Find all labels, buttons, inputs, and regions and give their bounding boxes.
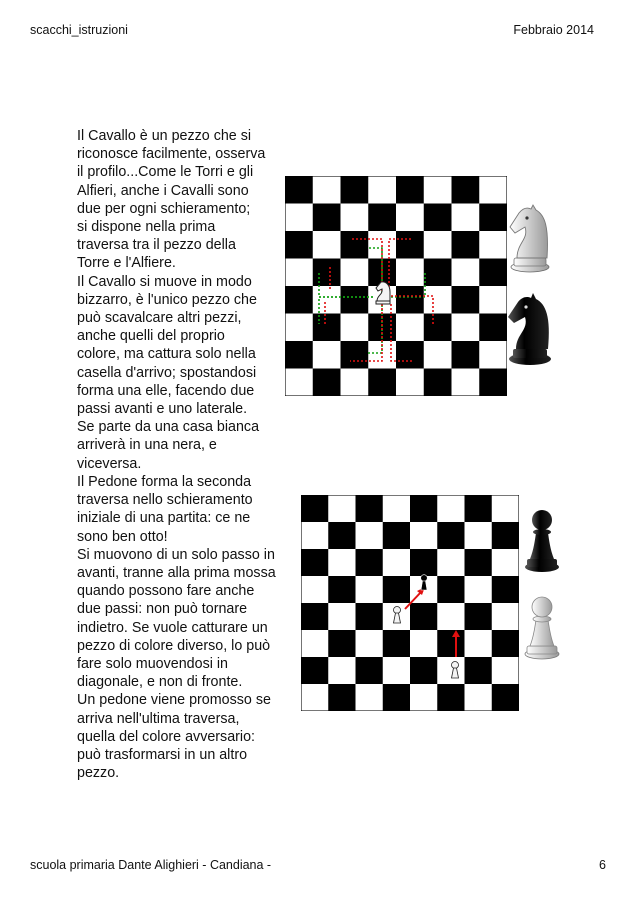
knight-paragraph (77, 127, 292, 473)
text-line: pezzo. (77, 765, 120, 782)
footer-school: scuola primaria Dante Alighieri - Candiana - (30, 858, 272, 872)
text-line: anche quelli del proprio (77, 328, 225, 345)
pawn-capture-arrow (405, 591, 422, 609)
knight-move-red (391, 296, 433, 326)
text-line: si dispone nella prima (77, 219, 216, 236)
white-knight-icon (507, 203, 553, 273)
white-pawn-icon (452, 662, 459, 679)
footer-page-number: 6 (599, 858, 606, 872)
text-line: può trasformarsi in un altro (77, 747, 248, 764)
pawn-paragraph (77, 473, 292, 782)
text-line: Un pedone viene promosso se (77, 692, 271, 709)
text-line: fare solo muovendosi in (77, 656, 228, 673)
black-pawn-icon (421, 575, 428, 590)
knight-move-green (319, 271, 373, 297)
knight-move-red (389, 239, 411, 291)
text-line: casella d'arrivo; spostandosi (77, 364, 257, 381)
text-line: indietro. Se vuole catturare un (77, 619, 268, 636)
knight-move-red (350, 239, 382, 291)
text-line: avanti, tranne alla prima mossa (77, 565, 276, 582)
text-line: quella del colore avversario: (77, 728, 256, 745)
header-date: Febbraio 2014 (513, 23, 594, 37)
text-line: passi avanti e uno laterale. (77, 401, 248, 418)
text-line: bizzarro, è l'unico pezzo che (77, 291, 257, 308)
white-pawn-icon (394, 607, 401, 624)
knight-board-moves (285, 176, 507, 396)
text-line: può scavalcare altri pezzi, (77, 310, 242, 327)
text-line: traversa nello schieramento (77, 492, 253, 509)
knight-move-green (319, 297, 373, 324)
text-line: traversa tra il pezzo della (77, 237, 236, 254)
text-line: Il Pedone forma la seconda (77, 474, 252, 490)
text-line: viceversa. (77, 455, 142, 472)
text-line: arriverà in una nera, e (77, 437, 217, 454)
pawn-board-moves (301, 495, 519, 711)
text-line: Torre e l'Alfiere. (77, 255, 176, 272)
black-pawn-icon (522, 505, 562, 573)
text-line: arriva nell'ultima traversa, (77, 710, 240, 727)
text-line: diagonale, e non di fronte. (77, 674, 243, 691)
text-line: Il Cavallo è un pezzo che si (77, 128, 252, 144)
text-line: riconosce facilmente, osserva (77, 146, 266, 163)
text-line: Si muovono di un solo passo in (77, 546, 275, 563)
knight-move-red (391, 304, 413, 361)
text-line: Il Cavallo si muove in modo (77, 273, 252, 290)
text-line: quando possono fare anche (77, 583, 255, 600)
text-line: pezzo di colore diverso, lo può (77, 637, 271, 654)
text-line: iniziale di una partita: ce ne (77, 510, 251, 527)
text-line: sono ben otto! (77, 528, 168, 545)
header-title: scacchi_istruzioni (30, 23, 128, 37)
text-line: Se parte da una casa bianca (77, 419, 260, 436)
text-line: colore, ma cattura solo nella (77, 346, 256, 363)
text-line: forma una elle, facendo due (77, 382, 255, 399)
text-line: il profilo...Come le Torri e gli (77, 164, 254, 181)
text-line: Alfieri, anche i Cavalli sono (77, 182, 249, 199)
text-line: due passi: non può tornare (77, 601, 248, 618)
white-pawn-icon (522, 592, 562, 660)
knight-move-green (391, 271, 425, 297)
text-line: due per ogni schieramento; (77, 200, 251, 217)
black-knight-icon (505, 292, 555, 366)
knight-move-green (368, 297, 382, 353)
white-knight-icon (376, 282, 390, 304)
